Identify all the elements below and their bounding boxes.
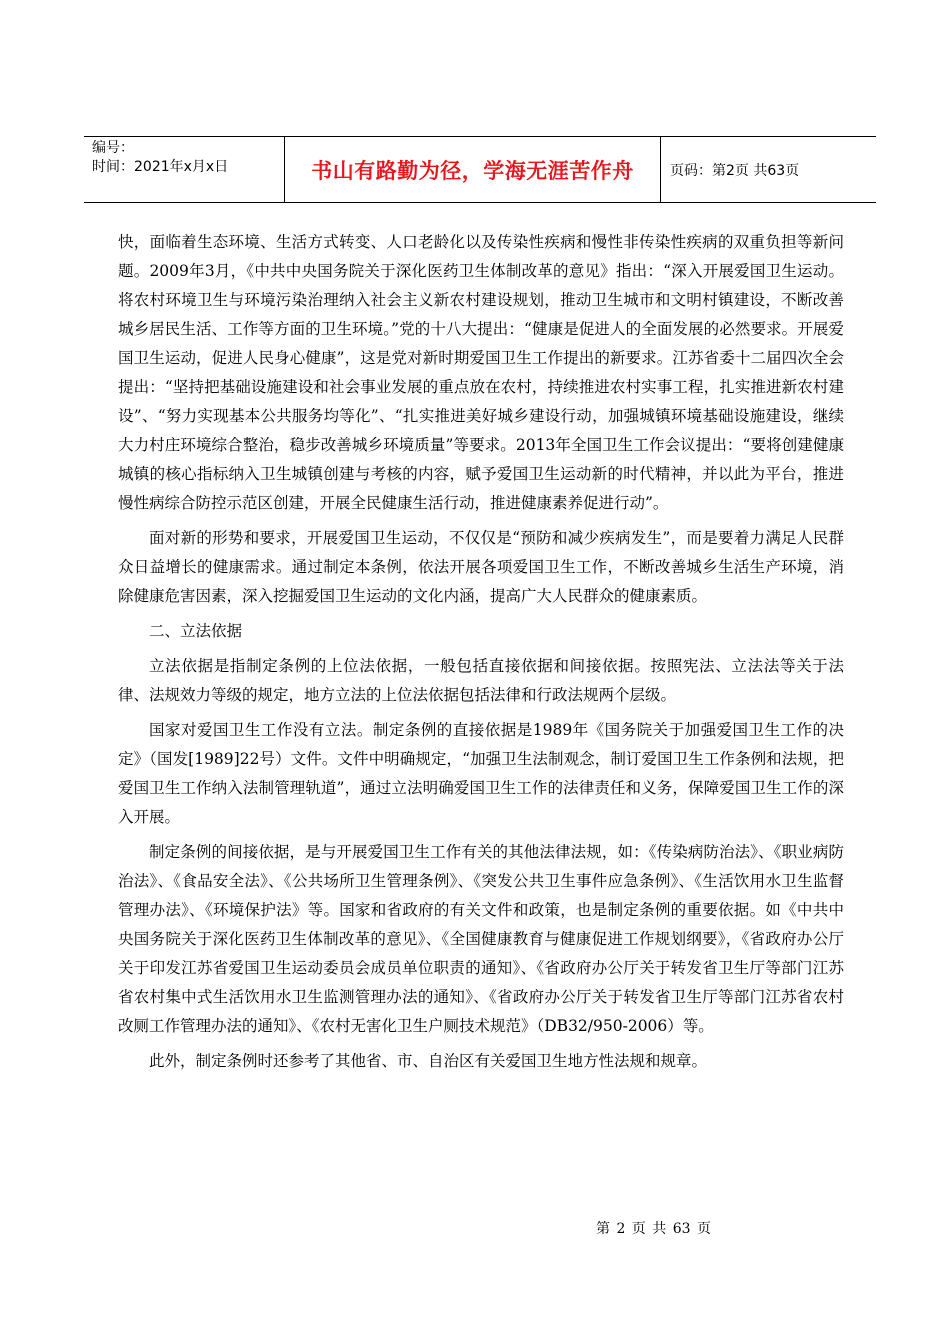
body-paragraph: 快，面临着生态环境、生活方式转变、人口老龄化以及传染性疾病和慢性非传染性疾病的双重负担等新问题。2009年3月，《中共中央国务院关于深化医药卫生体制改革的意见》指出：“深入开展爱国卫生运动。将农村环境卫生与环境污染治理纳入社会主义新农村建设规划，推动卫生城市和文明村镇建设，不断改善城乡居民生活、工作等方面的卫生环境。”党的十八大提出：“健康是促进人的全面发展的必然要求。开展爱国卫生运动，促进人民身心健康”，这是党对新时期爱国卫生工作提出的新要求。江苏省委十二届四次全会提出：“坚持把基础设施建设和社会事业发展的重点放在农村，持续推进农村实事工程，扎实推进新农村建设”、“努力实现基本公共服务均等化”、“扎实推进美好城乡建设行动，加强城镇环境基础设施建设，继续大力村庄环境综合整治，稳步改善城乡环境质量”等要求。2013年全国卫生工作会议提出：“要将创建健康城镇的核心指标纳入卫生城镇创建与考核的内容，赋予爱国卫生运动新的时代精神，并以此为平台，推进慢性病综合防控示范区创建，开展全民健康生活行动，推进健康素养促进行动”。 (118, 233, 844, 512)
body-paragraph: 制定条例的间接依据，是与开展爱国卫生工作有关的其他法律法规，如：《传染病防治法》、《职业病防治法》、《食品安全法》、《公共场所卫生管理条例》、《突发公共卫生事件应急条例》、《生活饮用水卫生监督管理办法》、《环境保护法》等。国家和省政府的有关文件和政策，也是制定条例的重要依据。如《中共中央国务院关于深化医药卫生体制改革的意见》、《全国健康教育与健康促进工作规划纲要》，《省政府办公厅关于印发江苏省爱国卫生运动委员会成员单位职责的通知》、《省政府办公厅关于转发省卫生厅等部门江苏省农村集中式生活饮用水卫生监测管理办法的通知》、《省政府办公厅关于转发省卫生厅等部门江苏省农村改厕工作管理办法的通知》、《农村无害化卫生户厕技术规范》（DB32/950-2006）等。 (118, 843, 844, 1035)
header-page-info: 页码：第2页 共63页 (670, 162, 800, 179)
body-paragraph: 此外，制定条例时还参考了其他省、市、自治区有关爱国卫生地方性法规和规章。 (149, 1052, 708, 1070)
body-paragraph: 面对新的形势和要求，开展爱国卫生运动，不仅仅是“预防和减少疾病发生”，而是要着力满足人民群众日益增长的健康需求。通过制定本条例，依法开展各项爱国卫生工作，不断改善城乡生活生产环境，消除健康危害因素，深入挖掘爱国卫生运动的文化内涵，提高广大人民群众的健康素质。 (118, 529, 844, 605)
page-footer: 第 2 页 共 63 页 (596, 1221, 711, 1237)
body-paragraph: 国家对爱国卫生工作没有立法。制定条例的直接依据是1989年《国务院关于加强爱国卫生工作的决定》（国发[1989]22号）文件。文件中明确规定，“加强卫生法制观念，制订爱国卫生工作条例和法规，把爱国卫生工作纳入法制管理轨道”，通过立法明确爱国卫生工作的法律责任和义务，保障爱国卫生工作的深入开展。 (118, 721, 844, 826)
document-number-label: 编号： (92, 140, 134, 156)
header-divider (660, 137, 661, 202)
section-heading: 二、立法依据 (149, 622, 243, 640)
document-body (118, 228, 844, 1076)
page-header (84, 136, 876, 203)
document-time-label: 时间：2021年x月x日 (92, 159, 229, 175)
header-meta (92, 139, 292, 177)
body-paragraph: 立法依据是指制定条例的上位法依据，一般包括直接依据和间接依据。按照宪法、立法法等关于法律、法规效力等级的规定，地方立法的上位法依据包括法律和行政法规两个层级。 (118, 657, 844, 704)
header-motto: 书山有路勤为径，学海无涯苦作舟 (311, 158, 634, 183)
